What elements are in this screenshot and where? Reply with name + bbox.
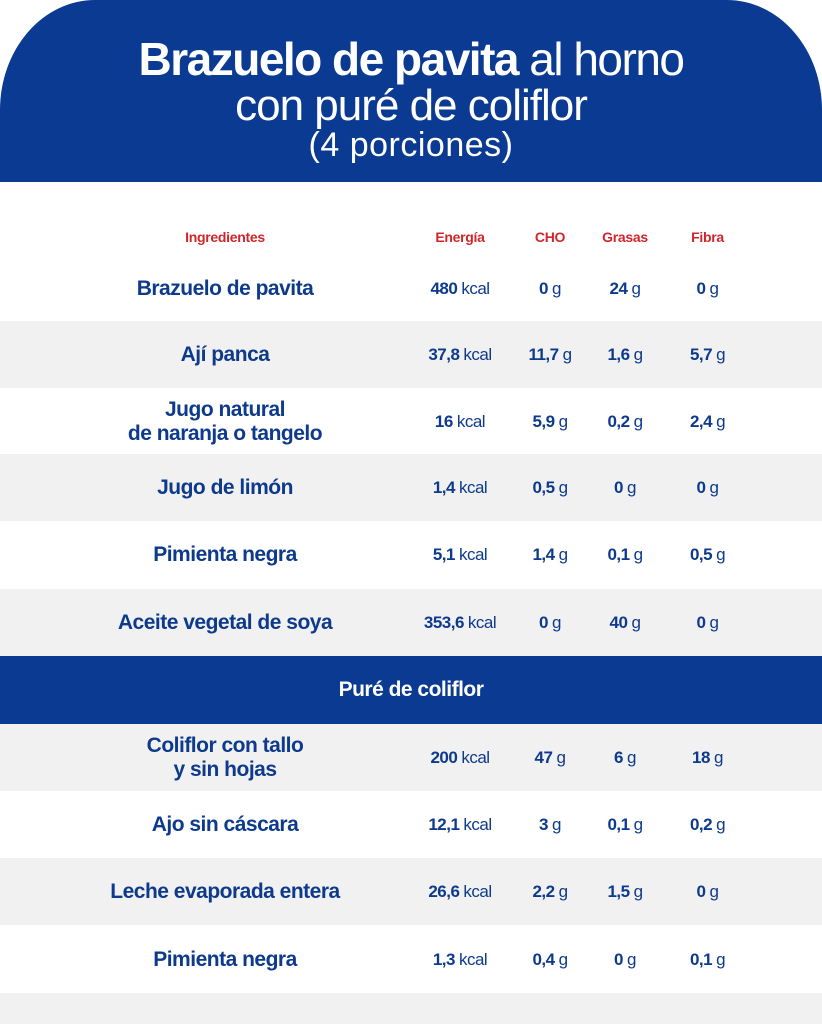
portions: (4 porciones) (308, 126, 514, 164)
ingredient-line-1: Jugo natural (164, 397, 285, 421)
fat-cell-unit: g (631, 278, 641, 298)
energy-cell-unit: kcal (463, 881, 492, 901)
fiber-cell (670, 589, 745, 656)
ingredient-name (40, 321, 410, 388)
title-rest: al horno (529, 33, 684, 85)
fat-cell-unit: g (633, 881, 643, 901)
energy-cell (410, 321, 510, 388)
fiber-cell (670, 388, 745, 455)
cho-cell-value: 1,4 (532, 544, 555, 564)
energy-cell-value: 1,3 (432, 949, 455, 969)
energy-cell (410, 521, 510, 588)
table-row (0, 926, 822, 993)
fiber-cell (670, 926, 745, 993)
table-row (0, 589, 822, 656)
ingredient-name (40, 858, 410, 925)
ingredient-name (40, 521, 410, 588)
cho-cell-value: 0,4 (532, 949, 555, 969)
fat-cell-value: 1,6 (607, 344, 630, 364)
ingredient-line-1: Ají panca (180, 342, 270, 366)
title-bold: Brazuelo de pavita (138, 33, 518, 85)
fiber-cell (670, 858, 745, 925)
fat-cell-value: 6 (614, 747, 623, 767)
fat-cell-unit: g (633, 814, 643, 834)
fiber-cell-value: 0,5 (689, 544, 713, 564)
fiber-cell (670, 724, 745, 791)
fat-cell-value: 0 (614, 949, 623, 969)
fat-cell-value: 40 (609, 612, 628, 632)
energy-cell-unit: kcal (461, 747, 490, 767)
fat-cell-value: 0,1 (607, 544, 630, 564)
fat-cell-value: 0,1 (607, 814, 630, 834)
col-cho: CHO (534, 229, 566, 245)
fat-cell (590, 255, 660, 322)
cho-cell-value: 5,9 (532, 411, 555, 431)
energy-cell-unit: kcal (463, 814, 492, 834)
fat-cell-unit: g (631, 612, 641, 632)
cho-cell-value: 0,5 (532, 477, 555, 497)
energy-cell-value: 353,6 (423, 612, 464, 632)
fat-cell-value: 24 (609, 278, 628, 298)
fiber-cell-unit: g (709, 881, 719, 901)
ingredient-line-1: Coliflor con tallo (146, 733, 304, 757)
cho-cell-value: 3 (539, 814, 548, 834)
cho-cell-value: 0 (539, 612, 548, 632)
energy-cell-unit: kcal (461, 278, 490, 298)
ingredient-name (40, 926, 410, 993)
table-row (0, 521, 822, 588)
cho-cell-value: 47 (534, 747, 553, 767)
fiber-cell (670, 521, 745, 588)
cho-cell-unit: g (558, 477, 568, 497)
energy-cell-unit: kcal (458, 477, 488, 497)
fiber-cell-value: 18 (692, 747, 710, 767)
fat-cell-value: 0 (614, 477, 623, 497)
fiber-cell-unit: g (709, 477, 719, 497)
fiber-cell (670, 454, 745, 521)
energy-cell-value: 5,1 (432, 544, 455, 564)
energy-cell (410, 589, 510, 656)
fiber-cell-value: 5,7 (689, 344, 713, 364)
ingredient-line-1: Pimienta negra (153, 947, 297, 971)
fat-cell-unit: g (627, 477, 636, 497)
cho-cell (515, 791, 585, 858)
ingredient-line-1: Ajo sin cáscara (151, 812, 299, 836)
fat-cell (590, 724, 660, 791)
ingredient-name (40, 454, 410, 521)
fiber-cell (670, 255, 745, 322)
table-row (0, 724, 822, 791)
fiber-cell (670, 321, 745, 388)
energy-cell-unit: kcal (458, 949, 488, 969)
col-fiber: Fibra (691, 229, 724, 245)
cho-cell (515, 521, 585, 588)
ingredient-line-2: de naranja o tangelo (127, 421, 323, 445)
ingredient-line-1: Brazuelo de pavita (136, 276, 314, 300)
recipe-header (0, 0, 822, 182)
fiber-cell-unit: g (709, 278, 719, 298)
energy-cell-unit: kcal (458, 544, 488, 564)
fat-cell (590, 926, 660, 993)
energy-cell-unit: kcal (467, 612, 497, 632)
table-row (0, 454, 822, 521)
cho-cell-unit: g (552, 612, 561, 632)
cho-cell-unit: g (552, 278, 561, 298)
fat-cell (590, 521, 660, 588)
fiber-cell-unit: g (716, 544, 726, 564)
fat-cell (590, 388, 660, 455)
energy-cell-value: 1,4 (432, 477, 455, 497)
fiber-cell (670, 791, 745, 858)
energy-cell-unit: kcal (456, 411, 486, 431)
title-line-2: con puré de coliflor (235, 81, 587, 130)
fiber-cell-unit: g (716, 344, 726, 364)
fiber-cell-value: 0 (696, 881, 706, 901)
table-row (0, 388, 822, 455)
table-footer-row (0, 993, 822, 1024)
fat-cell-unit: g (633, 544, 643, 564)
cho-cell (515, 255, 585, 322)
cho-cell (515, 388, 585, 455)
energy-cell-value: 16 (434, 411, 453, 431)
cho-cell (515, 926, 585, 993)
fat-cell (590, 791, 660, 858)
energy-cell (410, 388, 510, 455)
fiber-cell-value: 0 (696, 477, 706, 497)
energy-cell-value: 26,6 (428, 881, 460, 901)
fat-cell (590, 858, 660, 925)
fiber-cell-value: 0,1 (689, 949, 713, 969)
fat-cell (590, 589, 660, 656)
ingredient-name (40, 255, 410, 322)
ingredient-name (40, 791, 410, 858)
fat-cell-unit: g (633, 411, 643, 431)
ingredient-line-1: Leche evaporada entera (110, 879, 340, 903)
fat-cell-unit: g (627, 747, 636, 767)
fiber-cell-value: 2,4 (689, 411, 713, 431)
cho-cell-unit: g (558, 411, 568, 431)
ingredient-name (40, 388, 410, 455)
cho-cell (515, 724, 585, 791)
ingredient-name (40, 589, 410, 656)
cho-cell-value: 0 (539, 278, 548, 298)
fiber-cell-unit: g (713, 747, 723, 767)
fiber-cell-unit: g (716, 949, 726, 969)
fat-cell (590, 321, 660, 388)
energy-cell (410, 791, 510, 858)
cho-cell-value: 2,2 (532, 881, 555, 901)
cho-cell (515, 321, 585, 388)
table-row (0, 255, 822, 322)
fat-cell-value: 0,2 (607, 411, 630, 431)
fiber-cell-unit: g (716, 814, 726, 834)
energy-cell (410, 926, 510, 993)
section-header: Puré de coliflor (0, 656, 822, 724)
ingredient-line-1: Aceite vegetal de soya (117, 610, 333, 634)
cho-cell-unit: g (558, 881, 568, 901)
ingredient-line-1: Pimienta negra (153, 542, 297, 566)
energy-cell (410, 858, 510, 925)
cho-cell-unit: g (558, 949, 568, 969)
energy-cell (410, 724, 510, 791)
fiber-cell-value: 0,2 (689, 814, 713, 834)
energy-cell-value: 200 (430, 747, 458, 767)
ingredient-line-2: y sin hojas (173, 757, 277, 781)
energy-cell-unit: kcal (463, 344, 492, 364)
col-ingredient: Ingredientes (185, 229, 265, 245)
title-line-1 (0, 34, 822, 84)
cho-cell (515, 589, 585, 656)
cho-cell-value: 11,7 (528, 344, 559, 364)
ingredient-name (40, 724, 410, 791)
energy-cell-value: 12,1 (428, 814, 460, 834)
fiber-cell-value: 0 (696, 278, 706, 298)
fiber-cell-unit: g (716, 411, 726, 431)
fat-cell (590, 454, 660, 521)
energy-cell-value: 37,8 (428, 344, 460, 364)
table-row (0, 321, 822, 388)
cho-cell (515, 454, 585, 521)
cho-cell-unit: g (556, 747, 566, 767)
table-row (0, 791, 822, 858)
cho-cell-unit: g (562, 344, 572, 364)
fiber-cell-value: 0 (696, 612, 706, 632)
col-fat: Grasas (602, 229, 648, 245)
cho-cell-unit: g (558, 544, 568, 564)
energy-cell-value: 480 (430, 278, 458, 298)
energy-cell (410, 255, 510, 322)
ingredient-line-1: Jugo de limón (157, 475, 293, 499)
fiber-cell-unit: g (709, 612, 719, 632)
fat-cell-unit: g (633, 344, 643, 364)
energy-cell (410, 454, 510, 521)
fat-cell-value: 1,5 (607, 881, 630, 901)
col-energy: Energía (435, 229, 485, 245)
fat-cell-unit: g (627, 949, 636, 969)
table-row (0, 858, 822, 925)
cho-cell-unit: g (552, 814, 561, 834)
cho-cell (515, 858, 585, 925)
